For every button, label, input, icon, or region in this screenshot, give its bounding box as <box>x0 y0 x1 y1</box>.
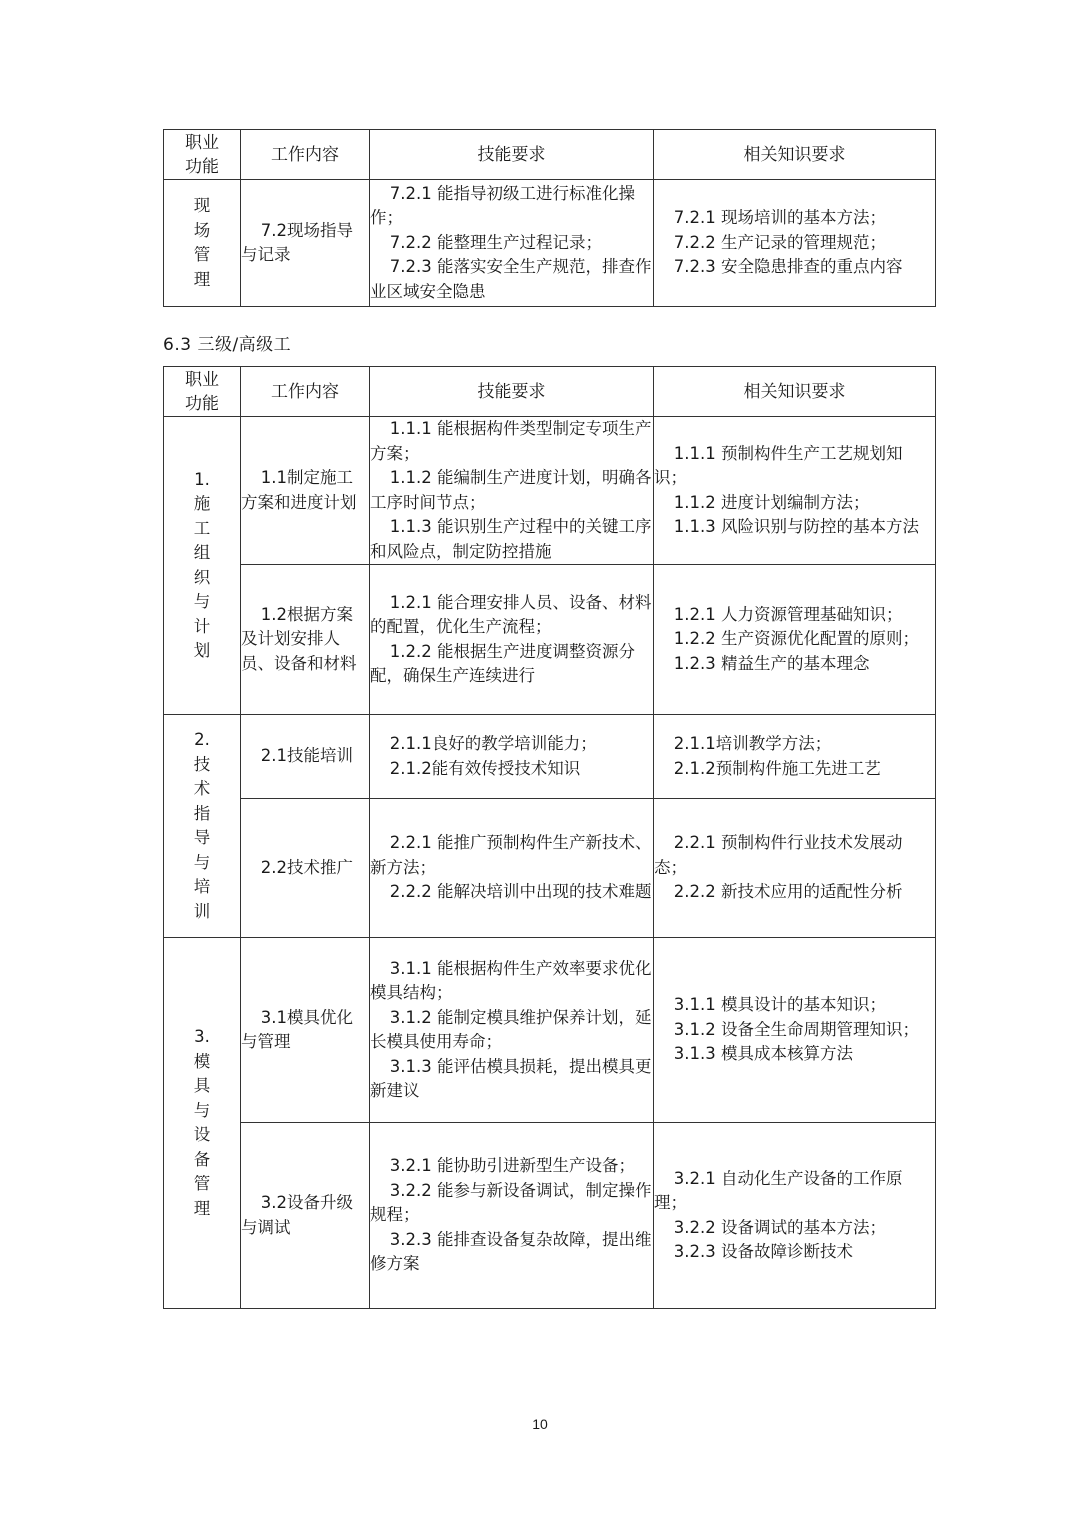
table-row <box>164 1123 936 1309</box>
work-content-cell: 3.2设备升级与调试 <box>241 1123 370 1309</box>
table-row <box>164 565 936 715</box>
skills-cell: 1.1.1 能根据构件类型制定专项生产方案； 1.1.2 能编制生产进度计划，明确各工序时间节点； 1.1.3 能识别生产过程中的关键工序和风险点，制定防控措施 <box>370 417 654 565</box>
section-heading: 6.3 三级/高级工 <box>163 335 292 355</box>
knowledge-cell: 1.2.1 人力资源管理基础知识； 1.2.2 生产资源优化配置的原则； 1.2.3 精益生产的基本理念 <box>654 565 936 715</box>
function-cell: 现 场 管 理 <box>164 180 241 307</box>
work-content-cell: 2.1技能培训 <box>241 715 370 799</box>
header-knowledge-requirements: 相关知识要求 <box>654 367 936 417</box>
header-function: 职业 功能 <box>164 130 241 180</box>
work-content-cell: 7.2现场指导与记录 <box>241 180 370 307</box>
work-content-cell: 1.1制定施工方案和进度计划 <box>241 417 370 565</box>
skills-cell: 3.1.1 能根据构件生产效率要求优化模具结构； 3.1.2 能制定模具维护保养计划，延长模具使用寿命； 3.1.3 能评估模具损耗，提出模具更新建议 <box>370 938 654 1123</box>
header-skill-requirements: 技能要求 <box>370 130 654 180</box>
knowledge-cell: 7.2.1 现场培训的基本方法； 7.2.2 生产记录的管理规范； 7.2.3 安全隐患排查的重点内容 <box>654 180 936 307</box>
header-work-content: 工作内容 <box>241 367 370 417</box>
table-row <box>164 417 936 565</box>
skills-cell: 2.1.1良好的教学培训能力； 2.1.2能有效传授技术知识 <box>370 715 654 799</box>
header-skill-requirements: 技能要求 <box>370 367 654 417</box>
header-work-content: 工作内容 <box>241 130 370 180</box>
work-content-cell: 2.2技术推广 <box>241 799 370 938</box>
table-row <box>164 180 936 307</box>
skills-cell: 2.2.1 能推广预制构件生产新技术、新方法； 2.2.2 能解决培训中出现的技术难题 <box>370 799 654 938</box>
skills-cell: 7.2.1 能指导初级工进行标准化操作； 7.2.2 能整理生产过程记录； 7.2.3 能落实安全生产规范，排查作业区域安全隐患 <box>370 180 654 307</box>
knowledge-cell: 2.2.1 预制构件行业技术发展动态； 2.2.2 新技术应用的适配性分析 <box>654 799 936 938</box>
skills-table-level3 <box>163 366 936 1309</box>
knowledge-cell: 2.1.1培训教学方法； 2.1.2预制构件施工先进工艺 <box>654 715 936 799</box>
page-number: 10 <box>532 1416 548 1432</box>
knowledge-cell: 3.2.1 自动化生产设备的工作原理； 3.2.2 设备调试的基本方法； 3.2.3 设备故障诊断技术 <box>654 1123 936 1309</box>
work-content-cell: 1.2根据方案及计划安排人员、设备和材料 <box>241 565 370 715</box>
table-row <box>164 938 936 1123</box>
skills-table-level2-continued <box>163 129 936 307</box>
work-content-cell: 3.1模具优化与管理 <box>241 938 370 1123</box>
function-cell: 1. 施 工 组 织 与 计 划 <box>164 417 241 715</box>
function-cell: 2. 技 术 指 导 与 培 训 <box>164 715 241 938</box>
header-function: 职业 功能 <box>164 367 241 417</box>
table-header-row <box>164 367 936 417</box>
skills-cell: 1.2.1 能合理安排人员、设备、材料的配置，优化生产流程； 1.2.2 能根据生产进度调整资源分配，确保生产连续进行 <box>370 565 654 715</box>
function-cell: 3. 模 具 与 设 备 管 理 <box>164 938 241 1309</box>
skills-cell: 3.2.1 能协助引进新型生产设备； 3.2.2 能参与新设备调试，制定操作规程； 3.2.3 能排查设备复杂故障，提出维修方案 <box>370 1123 654 1309</box>
header-knowledge-requirements: 相关知识要求 <box>654 130 936 180</box>
table-row <box>164 715 936 799</box>
table-row <box>164 799 936 938</box>
knowledge-cell: 1.1.1 预制构件生产工艺规划知识； 1.1.2 进度计划编制方法； 1.1.3 风险识别与防控的基本方法 <box>654 417 936 565</box>
knowledge-cell: 3.1.1 模具设计的基本知识； 3.1.2 设备全生命周期管理知识； 3.1.3 模具成本核算方法 <box>654 938 936 1123</box>
table-header-row <box>164 130 936 180</box>
